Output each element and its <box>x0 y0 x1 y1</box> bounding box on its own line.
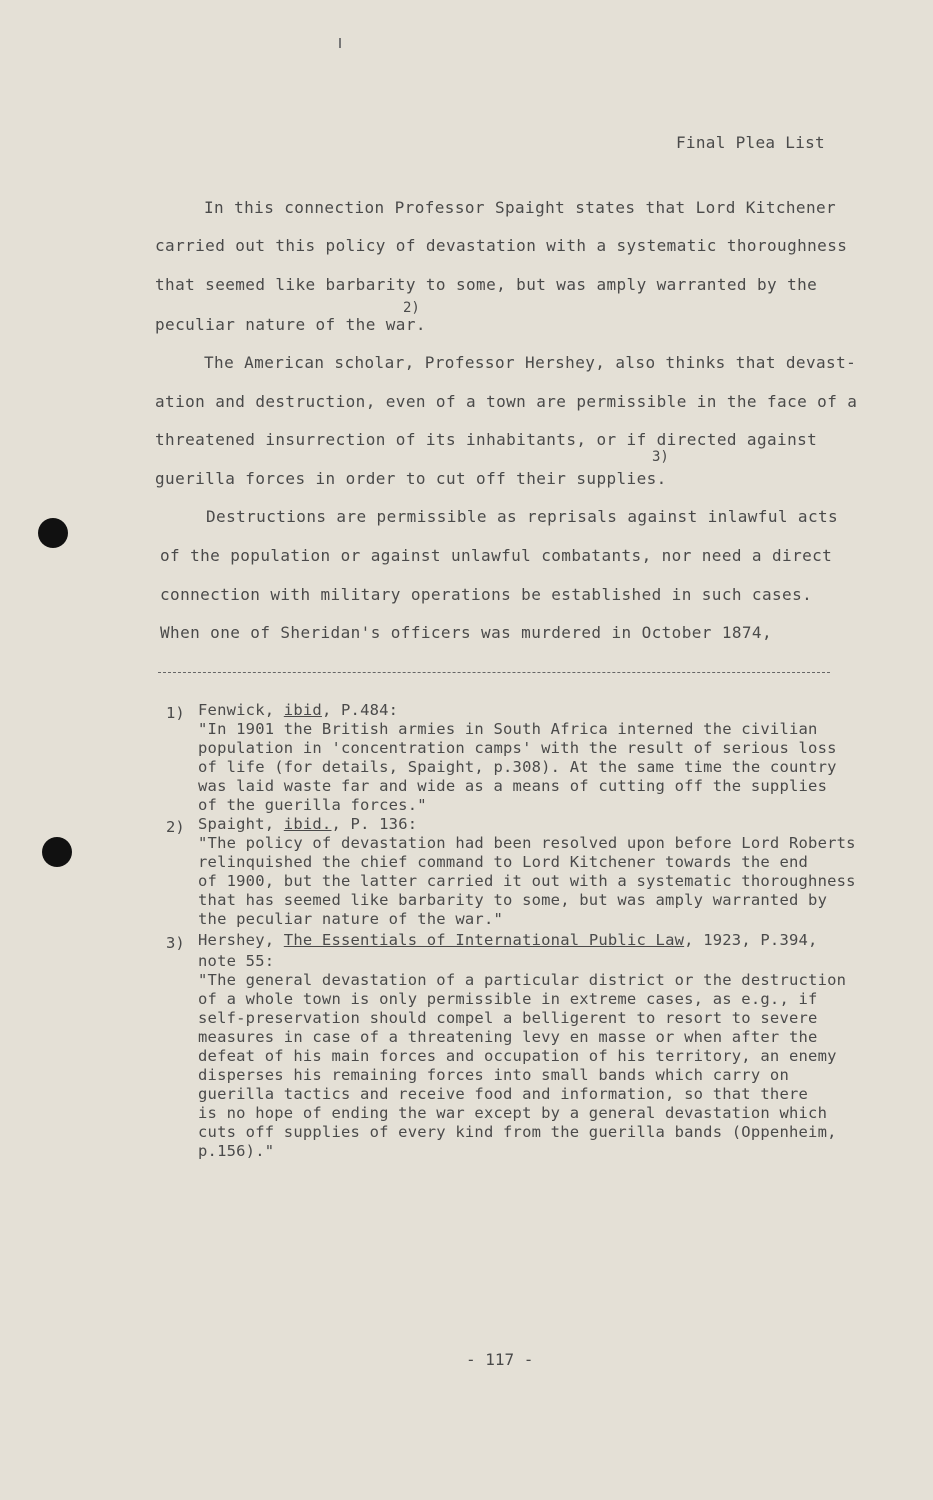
footnote-3-citation <box>198 931 818 949</box>
footnote-1-line: population in 'concentration camps' with the result of serious loss <box>198 739 837 757</box>
body-line-3: that seemed like barbarity to some, but was amply warranted by the <box>155 275 818 294</box>
footnote-1-line: of life (for details, Spaight, p.308). At the same time the country <box>198 758 837 776</box>
footnote-2-ibid: ibid. <box>283 815 332 833</box>
footnote-ref-3: 3) <box>652 449 669 465</box>
footnote-1-line: "In 1901 the British armies in South Africa interned the civilian <box>198 720 818 738</box>
body-line-11: connection with military operations be established in such cases. <box>160 585 813 604</box>
footnote-1-number: 1) <box>166 704 185 722</box>
body-line-4: peculiar nature of the war. <box>155 315 426 334</box>
footnote-ref-2: 2) <box>403 300 420 316</box>
footnote-2-line: of 1900, but the latter carried it out with a systematic thoroughness <box>198 872 856 890</box>
footnote-3-line: defeat of his main forces and occupation of his territory, an enemy <box>198 1047 837 1065</box>
punch-hole-top <box>38 518 68 548</box>
footnote-2-author: Spaight, <box>198 815 284 833</box>
footnote-3-rest: , 1923, P.394, <box>684 931 818 949</box>
page-header: Final Plea List <box>676 133 825 152</box>
footnote-separator <box>158 672 830 673</box>
footnote-3-line: is no hope of ending the war except by a general devastation which <box>198 1104 828 1122</box>
footnote-2-citation <box>198 815 417 833</box>
body-line-6: ation and destruction, even of a town are permissible in the face of a <box>155 392 858 411</box>
body-line-9: Destructions are permissible as reprisals against inlawful acts <box>206 507 839 526</box>
footnote-2-line: that has seemed like barbarity to some, but was amply warranted by <box>198 891 828 909</box>
footnote-1-ibid: ibid <box>283 701 322 719</box>
footnote-1-citation <box>198 701 398 719</box>
footnote-3-number: 3) <box>166 934 185 952</box>
footnote-3-line: disperses his remaining forces into small bands which carry on <box>198 1066 789 1084</box>
footnote-3-line: self-preservation should compel a belligerent to resort to severe <box>198 1009 818 1027</box>
footnote-3-author: Hershey, <box>198 931 284 949</box>
footnote-2-number: 2) <box>166 818 185 836</box>
punch-hole-bottom <box>42 837 72 867</box>
footnote-3-line: cuts off supplies of every kind from the guerilla bands (Oppenheim, <box>198 1123 837 1141</box>
footnote-3-line: note 55: <box>198 952 275 970</box>
footnote-3-line: "The general devastation of a particular district or the destruction <box>198 971 847 989</box>
body-line-10: of the population or against unlawful combatants, nor need a direct <box>160 546 833 565</box>
body-line-1: In this connection Professor Spaight states that Lord Kitchener <box>204 198 837 217</box>
body-line-8: guerilla forces in order to cut off their supplies. <box>155 469 667 488</box>
body-line-7: threatened insurrection of its inhabitants, or if directed against <box>155 430 818 449</box>
footnote-3-line: p.156)." <box>198 1142 275 1160</box>
footnote-3-title: The Essentials of International Public Law <box>283 931 685 949</box>
footnote-1-page: , P.484: <box>321 701 399 719</box>
footnote-1-line: of the guerilla forces." <box>198 796 427 814</box>
footnote-2-line: the peculiar nature of the war." <box>198 910 504 928</box>
footnote-3-line: measures in case of a threatening levy en masse or when after the <box>198 1028 818 1046</box>
body-line-2: carried out this policy of devastation with a systematic thoroughness <box>155 236 848 255</box>
paper-mark <box>339 38 341 48</box>
footnote-3-line: guerilla tactics and receive food and information, so that there <box>198 1085 809 1103</box>
page-number: - 117 - <box>466 1350 534 1369</box>
body-line-5: The American scholar, Professor Hershey, also thinks that devast- <box>204 353 857 372</box>
footnote-1-line: was laid waste far and wide as a means of cutting off the supplies <box>198 777 828 795</box>
footnote-2-page: , P. 136: <box>331 815 418 833</box>
footnote-1-author: Fenwick, <box>198 701 284 719</box>
footnote-3-line: of a whole town is only permissible in extreme cases, as e.g., if <box>198 990 818 1008</box>
footnote-2-line: "The policy of devastation had been resolved upon before Lord Roberts <box>198 834 856 852</box>
body-line-12: When one of Sheridan's officers was murdered in October 1874, <box>160 623 773 642</box>
footnote-2-line: relinquished the chief command to Lord Kitchener towards the end <box>198 853 809 871</box>
